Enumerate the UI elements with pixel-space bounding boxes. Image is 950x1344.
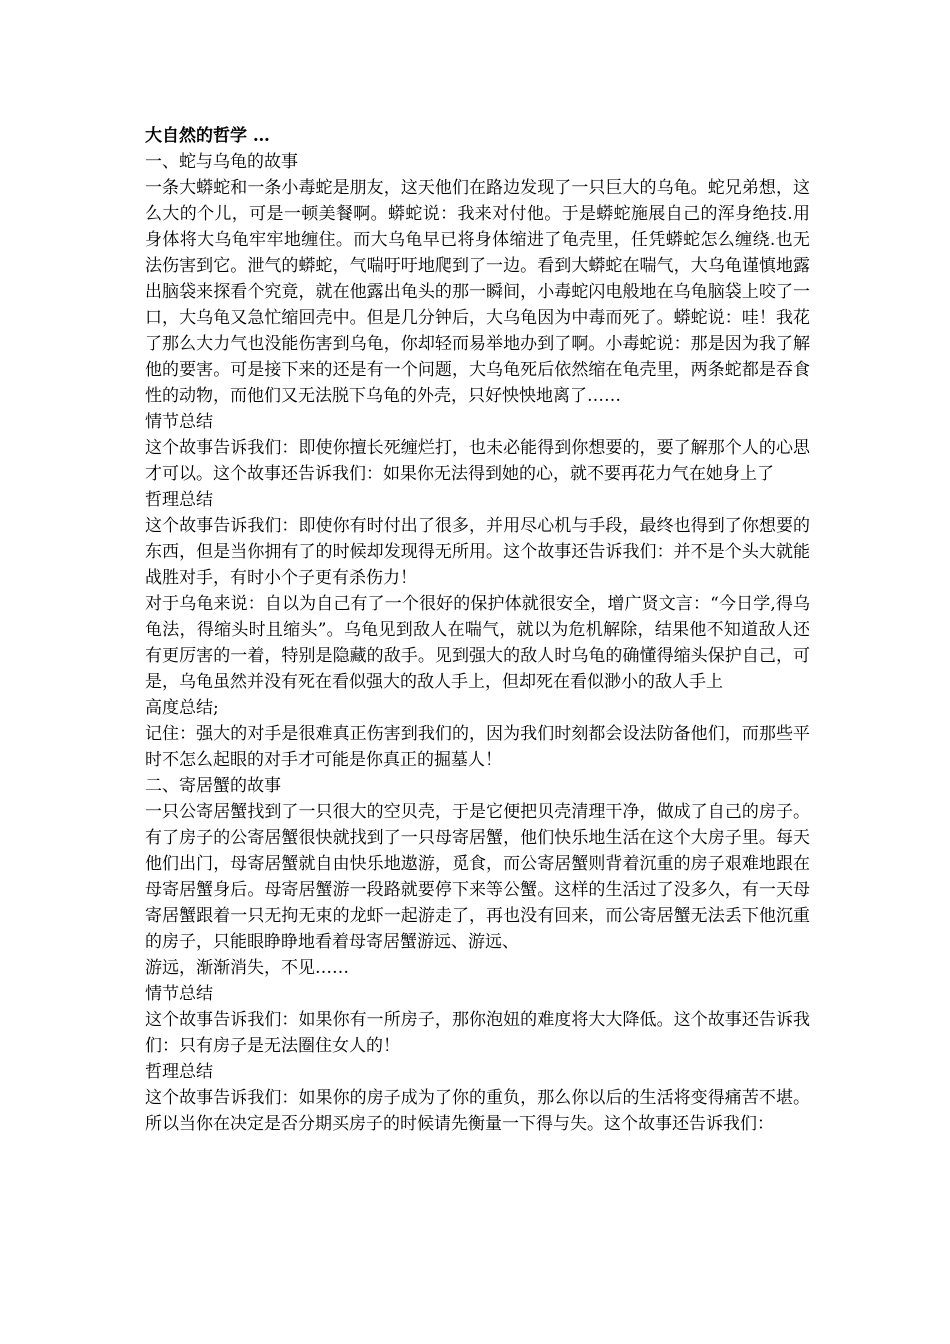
turtle-perspective-paragraph: 对于乌龟来说：自以为自己有了一个很好的保护体就很安全，增广贤文言：“今日学,得乌龟法，得缩头时且缩头”。乌龟见到敌人在喘气，就以为危机解除，结果他不知道敌人还有更厉害的一着，特别是隐藏的敌手。见到强大的敌人时乌龟的确懂得缩头保护自己，可是，乌龟虽然并没有死在看似强大的敌人手上，但却死在看似渺小的敌人手上	[145, 594, 810, 692]
plot-summary-heading: 情节总结	[145, 412, 213, 432]
story-paragraph-snake-turtle: 一条大蟒蛇和一条小毒蛇是朋友，这天他们在路边发现了一只巨大的乌龟。蛇兄弟想，这么大的个儿，可是一顿美餐啊。蟒蛇说：我来对付他。于是蟒蛇施展自己的浑身绝技.用身体将大乌龟牢牢地缠住。而大乌龟早已将身体缩进了龟壳里，任凭蟒蛇怎么缠绕.也无法伤害到它。泄气的蟒蛇，气喘吁吁地爬到了一边。看到大蟒蛇在喘气，大乌龟谨慎地露出脑袋来探看个究竟，就在他露出龟头的那一瞬间，小毒蛇闪电般地在乌龟脑袋上咬了一口，大乌龟又急忙缩回壳中。但是几分钟后，大乌龟因为中毒而死了。蟒蛇说：哇！我花了那么大力气也没能伤害到乌龟，你却轻而易举地办到了啊。小毒蛇说：那是因为我了解他的要害。可是接下来的还是有一个问题，大乌龟死后依然缩在龟壳里，两条蛇都是吞食性的动物，而他们又无法脱下乌龟的外壳，只好怏怏地离了……	[145, 178, 810, 406]
document-title: 大自然的哲学 …	[145, 126, 270, 146]
section-heading-hermit-crab: 二、寄居蟹的故事	[145, 776, 281, 796]
story-continuation-line: 游远，渐渐消失，不见……	[145, 958, 349, 978]
document-page	[145, 123, 810, 1137]
plot-summary-paragraph-2: 这个故事告诉我们：如果你有一所房子，那你泡妞的难度将大大降低。这个故事还告诉我们：只有房子是无法圈住女人的！	[145, 1010, 810, 1056]
philosophy-summary-paragraph: 这个故事告诉我们：即使你有时付出了很多，并用尽心机与手段，最终也得到了你想要的东西，但是当你拥有了的时候却发现得无所用。这个故事还告诉我们：并不是个头大就能战胜对手，有时小个子更有杀伤力！	[145, 516, 810, 588]
high-level-summary-heading: 高度总结;	[145, 698, 219, 718]
section-heading-snake-turtle: 一、蛇与乌龟的故事	[145, 152, 298, 172]
story-paragraph-hermit-crab: 一只公寄居蟹找到了一只很大的空贝壳，于是它便把贝壳清理干净，做成了自己的房子。有了房子的公寄居蟹很快就找到了一只母寄居蟹，他们快乐地生活在这个大房子里。每天他们出门，母寄居蟹就自由快乐地遨游，觅食，而公寄居蟹则背着沉重的房子艰难地跟在母寄居蟹身后。母寄居蟹游一段路就要停下来等公蟹。这样的生活过了没多久，有一天母寄居蟹跟着一只无拘无束的龙虾一起游走了，再也没有回来，而公寄居蟹无法丢下他沉重的房子，只能眼睁睁地看着母寄居蟹游远、游远、	[145, 802, 810, 952]
high-level-summary-paragraph: 记住：强大的对手是很难真正伤害到我们的，因为我们时刻都会设法防备他们，而那些平时不怎么起眼的对手才可能是你真正的掘墓人！	[145, 724, 810, 770]
plot-summary-paragraph: 这个故事告诉我们：即使你擅长死缠烂打，也未必能得到你想要的，要了解那个人的心思才可以。这个故事还告诉我们：如果你无法得到她的心，就不要再花力气在她身上了	[145, 438, 810, 484]
philosophy-summary-heading: 哲理总结	[145, 490, 213, 510]
philosophy-summary-paragraph-2: 这个故事告诉我们：如果你的房子成为了你的重负，那么你以后的生活将变得痛苦不堪。所以当你在决定是否分期买房子的时候请先衡量一下得与失。这个故事还告诉我们：	[145, 1088, 810, 1134]
plot-summary-heading-2: 情节总结	[145, 984, 213, 1004]
philosophy-summary-heading-2: 哲理总结	[145, 1062, 213, 1082]
